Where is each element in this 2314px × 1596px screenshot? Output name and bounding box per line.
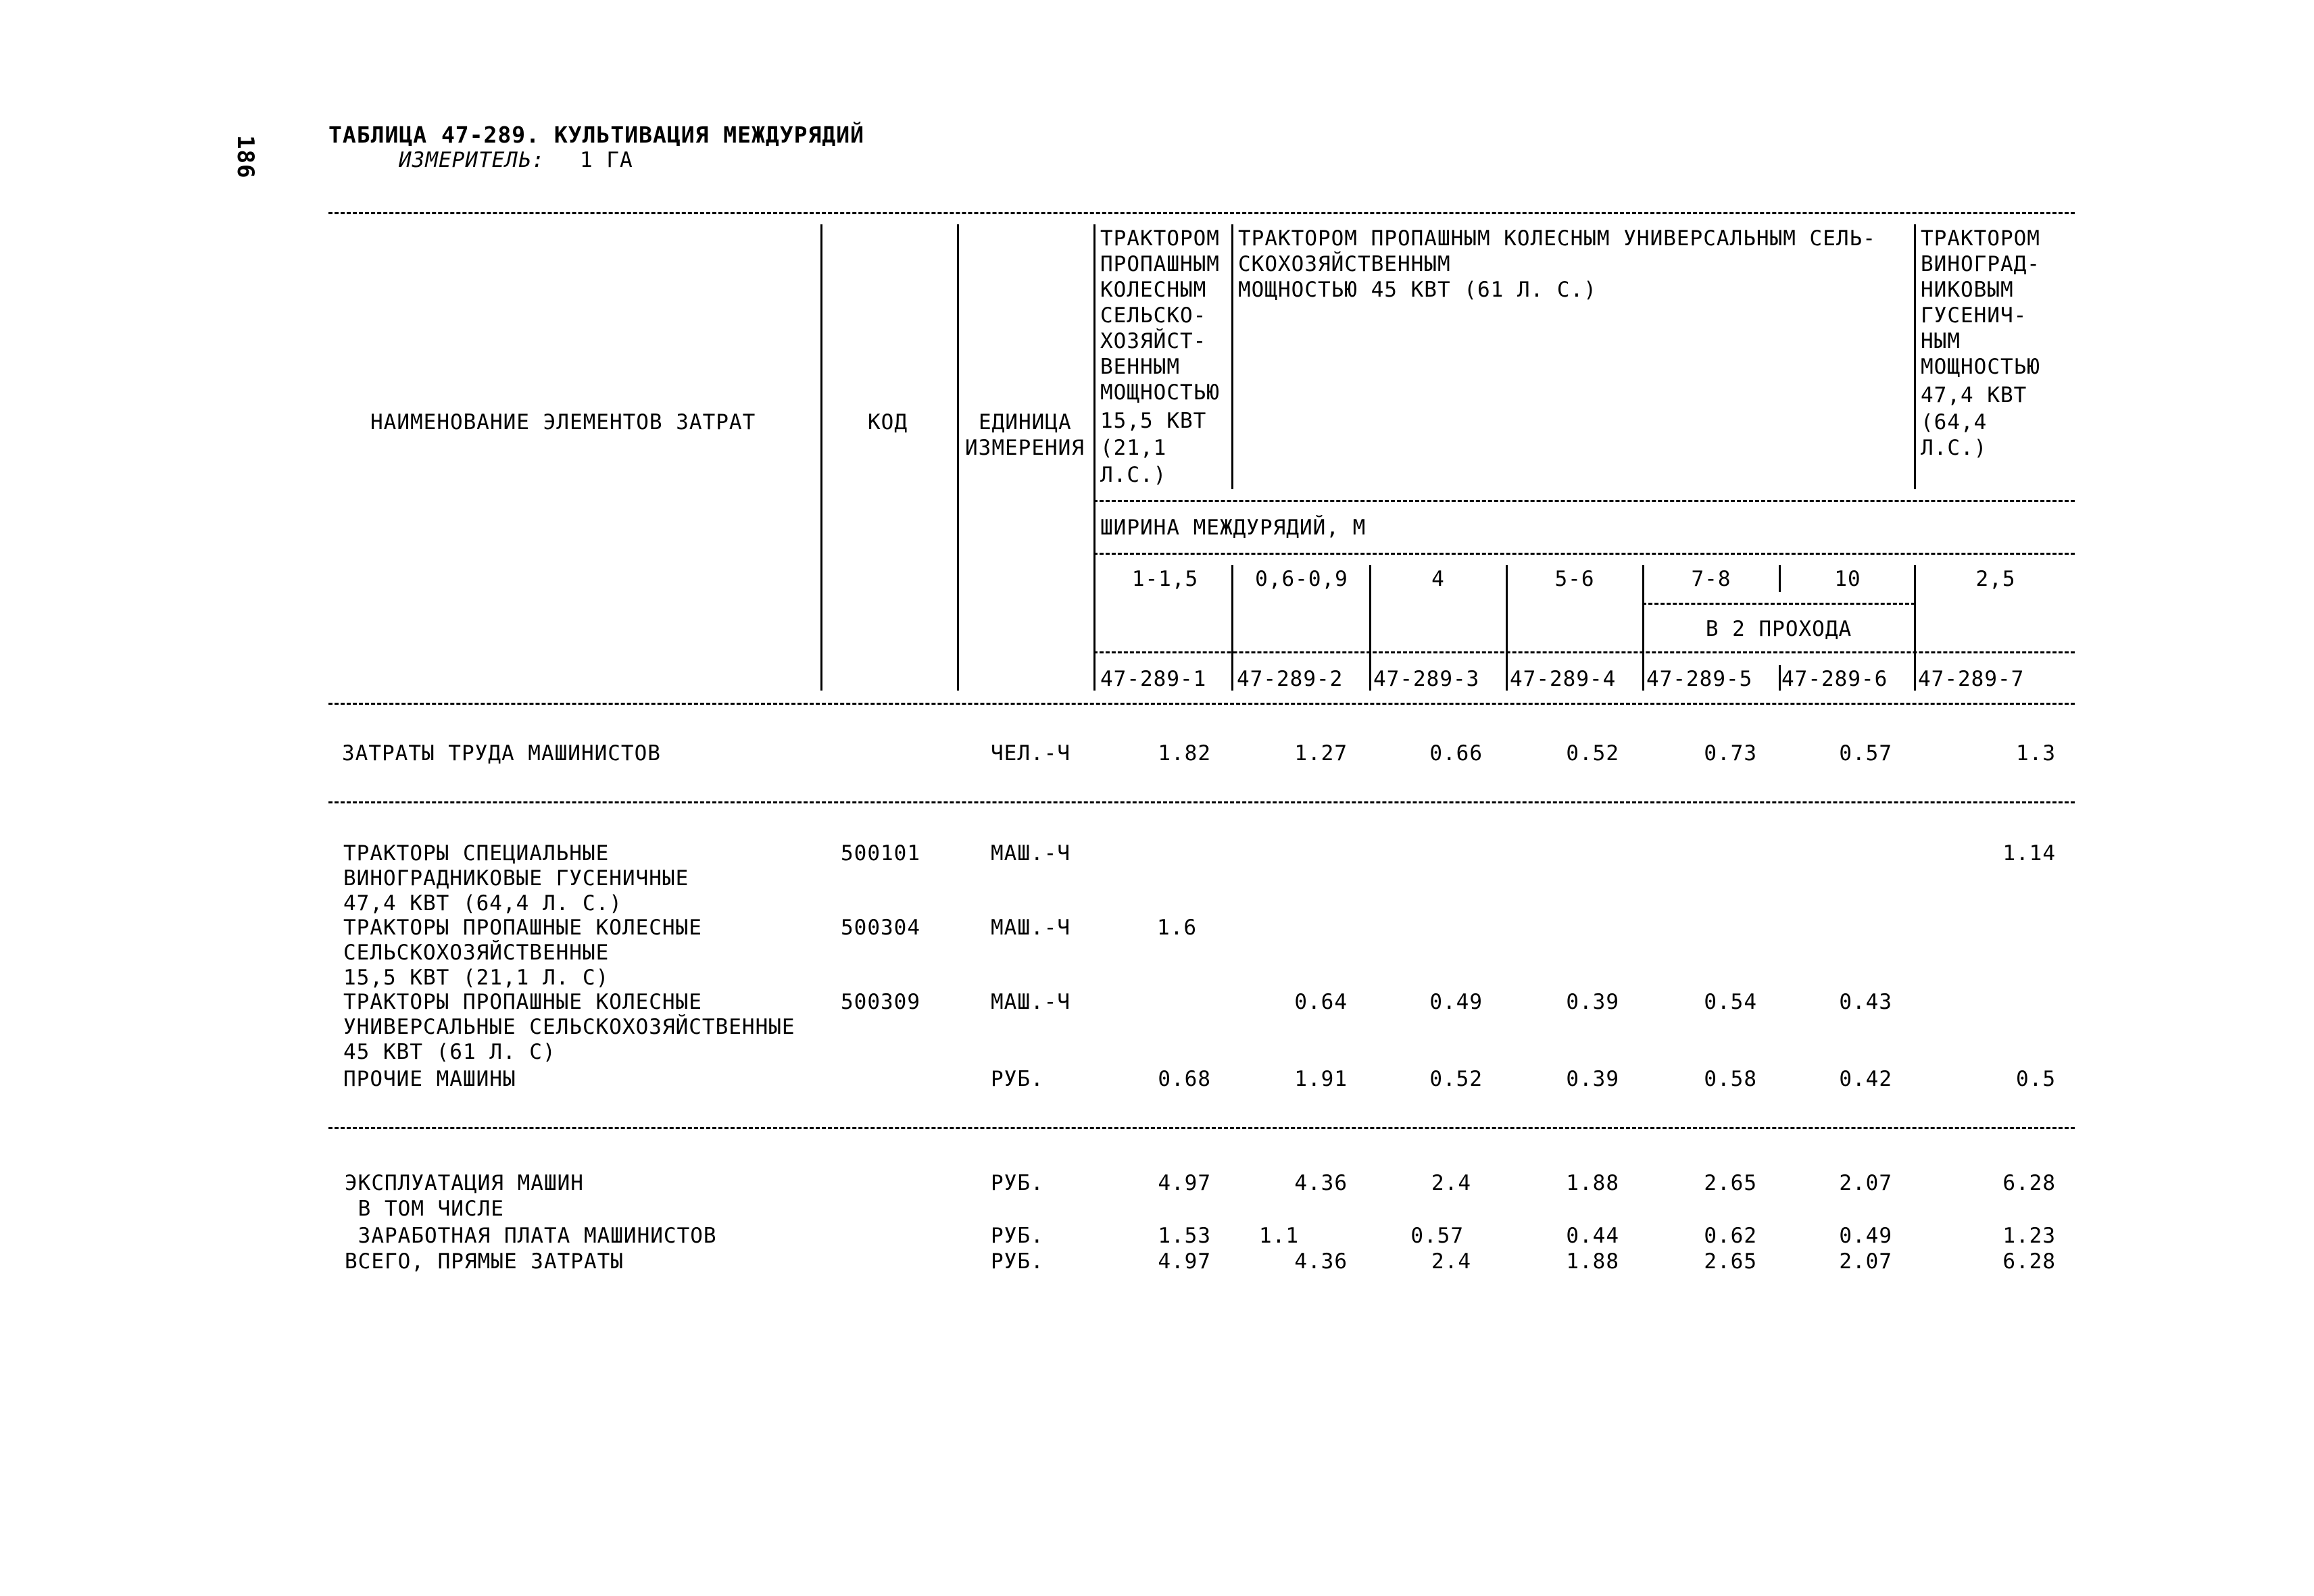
header-top-rule bbox=[328, 212, 2075, 214]
column-code: 47-289-5 bbox=[1646, 667, 1753, 691]
row-name: ЗАТРАТЫ ТРУДА МАШИНИСТОВ bbox=[342, 741, 661, 766]
row-name: ВСЕГО, ПРЯМЫЕ ЗАТРАТЫ bbox=[345, 1249, 624, 1274]
group1-line: МОЩНОСТЬЮ bbox=[1100, 380, 1220, 405]
row-value: 0.44 bbox=[1566, 1224, 1619, 1248]
row-value: 1.1 bbox=[1259, 1224, 1299, 1248]
row-value: 0.54 bbox=[1704, 990, 1757, 1014]
row-value: 0.39 bbox=[1566, 1067, 1619, 1091]
width-label: 1-1,5 bbox=[1131, 567, 1199, 591]
group3-line: НЫМ bbox=[1921, 329, 1961, 353]
header-unit-col-2: ИЗМЕРЕНИЯ bbox=[965, 436, 1085, 460]
group1-line: (21,1 bbox=[1100, 436, 1167, 460]
row-value: 1.14 bbox=[2002, 841, 2056, 866]
row-unit: РУБ. bbox=[991, 1249, 1044, 1274]
subheader-rule-4 bbox=[1093, 651, 2075, 653]
row-value: 1.88 bbox=[1566, 1171, 1619, 1195]
group2-line: МОЩНОСТЬЮ 45 КВТ (61 Л. С.) bbox=[1238, 278, 1597, 302]
group1-line: КОЛЕСНЫМ bbox=[1100, 278, 1207, 302]
row-value: 2.65 bbox=[1704, 1171, 1757, 1195]
row-value: 0.49 bbox=[1429, 990, 1483, 1014]
row-value: 2.07 bbox=[1839, 1171, 1892, 1195]
row-value: 4.97 bbox=[1158, 1171, 1211, 1195]
row-name-line: ПРОЧИЕ МАШИНЫ bbox=[343, 1067, 516, 1091]
row-value: 0.52 bbox=[1429, 1067, 1483, 1091]
row-value: 0.39 bbox=[1566, 990, 1619, 1014]
row-value: 0.52 bbox=[1566, 741, 1619, 766]
width-label: 0,6-0,9 bbox=[1255, 567, 1348, 591]
col-sep-w2 bbox=[1369, 565, 1371, 691]
row-value: 1.3 bbox=[2016, 741, 2056, 766]
column-code: 47-289-4 bbox=[1510, 667, 1617, 691]
col-sep-g2 bbox=[1914, 224, 1916, 489]
row-value: 2.65 bbox=[1704, 1249, 1757, 1274]
row-value: 0.66 bbox=[1429, 741, 1483, 766]
row-value: 2.07 bbox=[1839, 1249, 1892, 1274]
row-value: 2.4 bbox=[1431, 1249, 1471, 1274]
row-value: 1.91 bbox=[1294, 1067, 1348, 1091]
row-value: 4.97 bbox=[1158, 1249, 1211, 1274]
group1-line: ТРАКТОРОМ bbox=[1100, 226, 1220, 251]
row-value: 0.58 bbox=[1704, 1067, 1757, 1091]
header-unit-col-1: ЕДИНИЦА bbox=[979, 410, 1072, 434]
group1-line: Л.С.) bbox=[1100, 463, 1167, 487]
row-name-line: ТРАКТОРЫ ПРОПАШНЫЕ КОЛЕСНЫЕ bbox=[343, 990, 702, 1014]
row-name: В ТОМ ЧИСЛЕ bbox=[345, 1197, 504, 1221]
col-sep-unit bbox=[1093, 224, 1096, 691]
page-number: 186 bbox=[232, 135, 259, 179]
col-sep-w5b bbox=[1779, 665, 1781, 691]
col-sep-w5 bbox=[1779, 565, 1781, 592]
column-code: 47-289-7 bbox=[1918, 667, 2025, 691]
row-name: ЗАРАБОТНАЯ ПЛАТА МАШИНИСТОВ bbox=[345, 1224, 717, 1248]
subheader-rule-1 bbox=[1093, 500, 2075, 502]
row-unit: РУБ. bbox=[991, 1067, 1044, 1091]
row-name-line: ТРАКТОРЫ СПЕЦИАЛЬНЫЕ bbox=[343, 841, 610, 866]
col-sep-code bbox=[957, 224, 959, 691]
group2-line: СКОХОЗЯЙСТВЕННЫМ bbox=[1238, 252, 1451, 276]
group3-line: ВИНОГРАД- bbox=[1921, 252, 2040, 276]
row-name-line: СЕЛЬСКОХОЗЯЙСТВЕННЫЕ bbox=[343, 941, 610, 965]
group1-line: 15,5 КВТ bbox=[1100, 409, 1207, 433]
unit-value: 1 ГА bbox=[580, 148, 633, 172]
subheader-rule-2 bbox=[1093, 553, 2075, 555]
group1-line: СЕЛЬСКО- bbox=[1100, 303, 1207, 328]
row-value: 1.27 bbox=[1294, 741, 1348, 766]
group3-line: 47,4 КВТ bbox=[1921, 383, 2027, 407]
row-unit: МАШ.-Ч bbox=[991, 841, 1070, 866]
row-value: 0.64 bbox=[1294, 990, 1348, 1014]
unit-label: ИЗМЕРИТЕЛЬ: bbox=[399, 148, 545, 172]
row-value: 4.36 bbox=[1294, 1171, 1348, 1195]
col-sep-w3 bbox=[1506, 565, 1508, 691]
header-bottom-rule bbox=[328, 703, 2075, 705]
row-value: 0.57 bbox=[1410, 1224, 1464, 1248]
row-unit: ЧЕЛ.-Ч bbox=[991, 741, 1070, 766]
width-label: 7-8 bbox=[1691, 567, 1731, 591]
row-value: 0.43 bbox=[1839, 990, 1892, 1014]
col-sep-w1 bbox=[1231, 565, 1233, 691]
column-code: 47-289-6 bbox=[1781, 667, 1888, 691]
row-value: 1.6 bbox=[1157, 916, 1197, 940]
group3-line: МОЩНОСТЬЮ bbox=[1921, 355, 2040, 379]
row-code: 500101 bbox=[841, 841, 920, 866]
col-sep-w6 bbox=[1914, 565, 1916, 691]
header-name-col: НАИМЕНОВАНИЕ ЭЛЕМЕНТОВ ЗАТРАТ bbox=[370, 410, 756, 434]
group3-line: ГУСЕНИЧ- bbox=[1921, 303, 2027, 328]
header-code-col: КОД bbox=[868, 410, 908, 434]
col-sep-name bbox=[820, 224, 822, 691]
row-unit: РУБ. bbox=[991, 1171, 1044, 1195]
row-value: 0.68 bbox=[1158, 1067, 1211, 1091]
row-value: 1.23 bbox=[2002, 1224, 2056, 1248]
column-code: 47-289-1 bbox=[1100, 667, 1207, 691]
row-name-line: ТРАКТОРЫ ПРОПАШНЫЕ КОЛЕСНЫЕ bbox=[343, 916, 702, 940]
row-value: 0.62 bbox=[1704, 1224, 1757, 1248]
row-value: 2.4 bbox=[1431, 1171, 1471, 1195]
row-value: 0.42 bbox=[1839, 1067, 1892, 1091]
row-value: 1.88 bbox=[1566, 1249, 1619, 1274]
column-code: 47-289-3 bbox=[1373, 667, 1480, 691]
section-rule-1 bbox=[328, 801, 2075, 803]
width-label: 10 bbox=[1834, 567, 1861, 591]
subheader-rule-3 bbox=[1642, 603, 1915, 605]
two-pass-label: В 2 ПРОХОДА bbox=[1705, 617, 1852, 641]
row-value: 6.28 bbox=[2002, 1249, 2056, 1274]
row-value: 1.82 bbox=[1158, 741, 1211, 766]
group1-line: ХОЗЯЙСТ- bbox=[1100, 329, 1207, 353]
row-unit: МАШ.-Ч bbox=[991, 916, 1070, 940]
width-label: 4 bbox=[1431, 567, 1445, 591]
row-value: 0.57 bbox=[1839, 741, 1892, 766]
row-value: 6.28 bbox=[2002, 1171, 2056, 1195]
group3-line: Л.С.) bbox=[1921, 436, 1988, 460]
group3-line: (64,4 bbox=[1921, 410, 1988, 434]
row-value: 0.73 bbox=[1704, 741, 1757, 766]
section-rule-2 bbox=[328, 1127, 2075, 1129]
col-sep-w4 bbox=[1642, 565, 1644, 691]
row-value: 1.53 bbox=[1158, 1224, 1211, 1248]
row-name-line: ВИНОГРАДНИКОВЫЕ ГУСЕНИЧНЫЕ bbox=[343, 866, 689, 891]
group3-line: ТРАКТОРОМ bbox=[1921, 226, 2040, 251]
col-sep-g1 bbox=[1231, 224, 1233, 489]
group3-line: НИКОВЫМ bbox=[1921, 278, 2014, 302]
row-name-line: 47,4 КВТ (64,4 Л. С.) bbox=[343, 891, 622, 916]
row-unit: РУБ. bbox=[991, 1224, 1044, 1248]
row-name-line: УНИВЕРСАЛЬНЫЕ СЕЛЬСКОХОЗЯЙСТВЕННЫЕ bbox=[343, 1015, 795, 1039]
group1-line: ПРОПАШНЫМ bbox=[1100, 252, 1220, 276]
width-label: 2,5 bbox=[1975, 567, 2016, 591]
row-name: ЭКСПЛУАТАЦИЯ МАШИН bbox=[345, 1171, 584, 1195]
row-value: 0.5 bbox=[2016, 1067, 2056, 1091]
row-name-line: 15,5 КВТ (21,1 Л. С) bbox=[343, 966, 610, 990]
row-width-label: ШИРИНА МЕЖДУРЯДИЙ, М bbox=[1100, 516, 1367, 540]
row-code: 500309 bbox=[841, 990, 920, 1014]
row-name-line: 45 КВТ (61 Л. С) bbox=[343, 1040, 556, 1064]
group2-line: ТРАКТОРОМ ПРОПАШНЫМ КОЛЕСНЫМ УНИВЕРСАЛЬНЫМ СЕЛЬ- bbox=[1238, 226, 1876, 251]
row-code: 500304 bbox=[841, 916, 920, 940]
group1-line: ВЕННЫМ bbox=[1100, 355, 1180, 379]
column-code: 47-289-2 bbox=[1237, 667, 1344, 691]
width-label: 5-6 bbox=[1554, 567, 1595, 591]
row-value: 0.49 bbox=[1839, 1224, 1892, 1248]
row-unit: МАШ.-Ч bbox=[991, 990, 1070, 1014]
row-value: 4.36 bbox=[1294, 1249, 1348, 1274]
table-title: ТАБЛИЦА 47-289. КУЛЬТИВАЦИЯ МЕЖДУРЯДИЙ bbox=[328, 122, 864, 148]
